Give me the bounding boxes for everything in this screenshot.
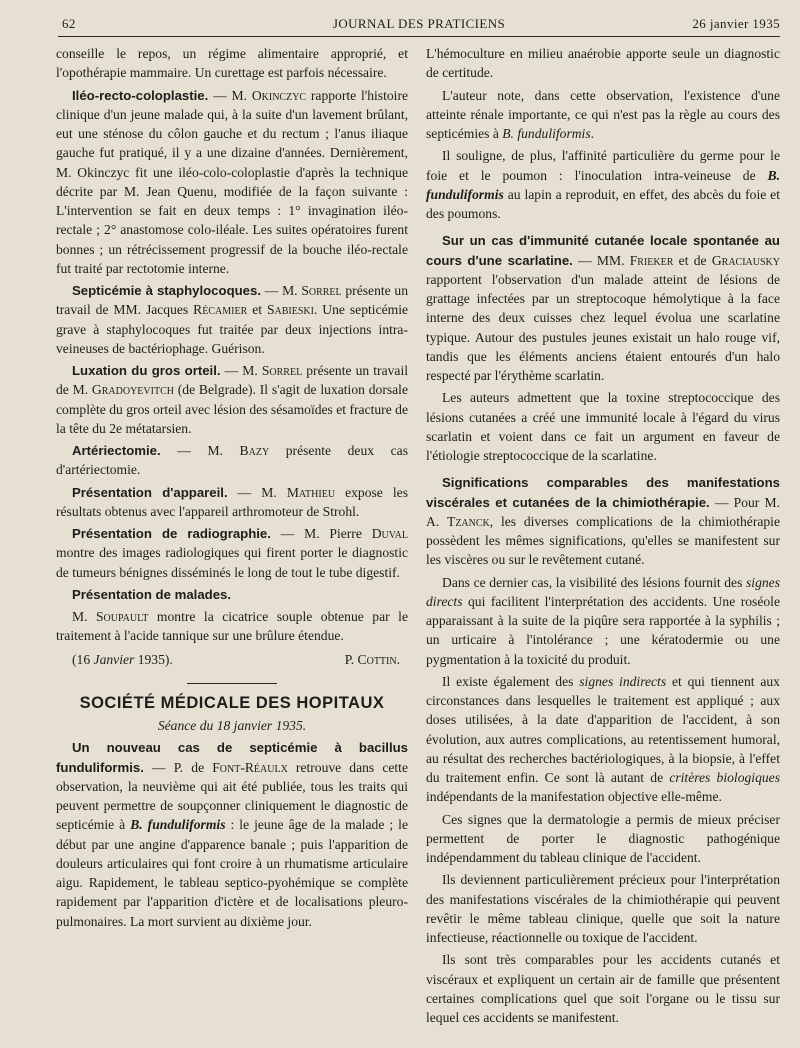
report-presentation-appareil: Présentation d'appareil. — M. Mathieu expose les résultats obtenus avec l'appareil arthromoteur de Strohl. bbox=[56, 484, 408, 519]
society-title: SOCIÉTÉ MÉDICALE DES HOPITAUX bbox=[79, 693, 385, 712]
report-presentation-malades: M. Soupault montre la cicatrice souple obtenue par le traitement à l'acide tannique sur une brûlure étendue. bbox=[56, 609, 408, 644]
species-name: B. funduliformis bbox=[130, 817, 226, 833]
author-name: Frieker bbox=[629, 252, 674, 268]
author-name: Okinczyc bbox=[251, 87, 307, 103]
author-name: Gradoyevitch bbox=[91, 382, 174, 398]
left-column bbox=[56, 44, 408, 934]
paragraph: Il souligne, de plus, l'affinité particulière du germe pour le foie et le poumon : l'inoculation intra-veineuse de B. funduliformis au lapin a reproduit, en effet, des abcès du foie et des poumons. bbox=[426, 148, 780, 221]
signature-line bbox=[56, 650, 408, 669]
paragraph: L'hémoculture en milieu anaérobie apporte seule un diagnostic de certitude. bbox=[426, 46, 780, 81]
author-name: Sorrel bbox=[301, 283, 342, 298]
report-title: Iléo-recto-coloplastie. bbox=[72, 87, 209, 103]
paragraph: Il existe également des signes indirects et qui tiennent aux circonstances dans lesquelles le traitement est appliqué ; aux doses utilisées, à la date d'apparition de l'accident, à son évolution, aux autres complications, au retentissement humoral, au résultat des recherches bactériologiques, à la biopsie, à l'effet du traitement enfin. Ce sont là autant de critères biologiques indépendants de la manifestation objective elle-même. bbox=[426, 673, 780, 805]
journal-title: JOURNAL DES PRATICIENS bbox=[332, 16, 506, 31]
section-divider bbox=[187, 683, 277, 684]
report-title: Artériectomie. bbox=[72, 443, 161, 458]
report-chimiotherapie: Significations comparables des manifestations viscérales et cutanées de la chimiothérapie. — Pour M. A. Tzanck, les diverses complications de la chimiothérapie possèdent les mêmes significations, qu'elles se manifestent sur les viscères ou sur le revêtement cutané. bbox=[426, 475, 780, 568]
author-name: Sabieski bbox=[266, 302, 314, 318]
report-immunite-cutanee: Sur un cas d'immunité cutanée locale spontanée au cours d'une scarlatine. — MM. Frieker et de Graciausky rapportent l'observation d'un malade atteint de lésions de grattage infectées par un streptocoque hémolytique à la face interne des deux cuisses chez lequel évolua une scarlatine typique. Autour des pustules jeunes existait un halo rouge vif, tandis que les éléments anciens étaient entourés d'un halo respecté par l'érythème scarlatin. bbox=[426, 233, 780, 383]
paragraph: Ils sont très comparables pour les accidents cutanés et viscéraux et expliquent un certain air de famille que présentent certaines complications quel que soit l'organe ou le tissu sur lequel ces accidents se manifestent. bbox=[426, 952, 780, 1025]
emphasis: signes indirects bbox=[579, 673, 667, 689]
report-presentation-radiographie: Présentation de radiographie. — M. Pierre Duval montre des images radiologiques qui firent porter le diagnostic de tumeurs bénignes disséminés le long de tout le tube digestif. bbox=[56, 526, 408, 580]
paragraph: Les auteurs admettent que la toxine streptococcique des lésions cutanées a créé une immunité locale à l'égard du virus scarlatin et voient dans ce fait un argument en faveur de l'étiologie streptococcique de la scarlatine. bbox=[426, 390, 780, 463]
species-name: B. funduliformis bbox=[502, 126, 591, 141]
author-name: Bazy bbox=[239, 443, 270, 458]
signature-date: (16 Janvier 1935). bbox=[72, 651, 173, 667]
report-title: Septicémie à staphylocoques. bbox=[72, 283, 262, 298]
paragraph: Ils deviennent particulièrement précieux pour l'interprétation des manifestations viscérales de la chimiothérapie qui peuvent revêtir le même tableau clinique, quelle que soit la nature infectieuse, réactionnelle ou toxique de l'accident. bbox=[426, 872, 780, 945]
report-presentation-malades-title bbox=[56, 585, 408, 604]
report-title: Présentation d'appareil. bbox=[72, 484, 228, 500]
page-number: 62 bbox=[62, 16, 76, 31]
page-header bbox=[58, 14, 780, 37]
emphasis: critères biologiques bbox=[669, 770, 780, 785]
author-name: Tzanck bbox=[447, 513, 490, 529]
paragraph: Ces signes que la dermatologie a permis de mieux préciser permettent de porter le diagnostic pathogénique indépendamment du tableau clinique de l'accident. bbox=[426, 811, 780, 865]
issue-date: 26 janvier 1935 bbox=[692, 16, 780, 31]
species-name: B. funduliformis bbox=[426, 167, 780, 202]
report-luxation-gros-orteil: Luxation du gros orteil. — M. Sorrel présente un travail de M. Gradoyevitch (de Belgrade). Il s'agit de luxation dorsale complète du gros orteil avec lésion des sésamoïdes et fracture de la tête du 2e métatarsien. bbox=[56, 363, 408, 436]
report-septicemie-funduliformis: Un nouveau cas de septicémie à bacillus funduliformis. — P. de Font-Réaulx retrouve dans cette observation, la neuvième qui ait été publiée, tous les traits qui peuvent permettre de soupçonner cliniquement le diagnostic de septicémie à B. funduliformis : le jeune âge de la malade ; le début par une angine d'apparence banale ; puis l'apparition de douleurs articulaires qui font croire à un rhumatisme articulaire aigu. Rapidement, le tableau septico-pyohémique se complète rapidement par l'apparition d'ictère et de localisations pleuro-pulmonaires. La mort survient au dixième jour. bbox=[56, 740, 408, 929]
report-title: Sur un cas d'immunité cutanée locale spontanée au cours d'une scarlatine. bbox=[426, 233, 780, 268]
report-title: Un nouveau cas de septicémie à bacillus funduliformis. bbox=[56, 740, 408, 775]
author-name: Soupault bbox=[96, 609, 149, 624]
report-arteriectomie: Artériectomie. — M. Bazy présente deux cas d'artériectomie. bbox=[56, 443, 409, 478]
paragraph: Dans ce dernier cas, la visibilité des lésions fournit des signes directs qui facilitent l'interprétation des accidents. Une roséole apparaissant à la suite de la piqûre sera rapportée à la syphilis ; un urticaire à l'intolérance ; une kératodermie ou une pygmentation à la toxicité du produit. bbox=[426, 574, 780, 667]
author-name: Font-Réaulx bbox=[212, 759, 288, 775]
signature-author: P. Cottin. bbox=[344, 651, 400, 667]
paragraph: conseille le repos, un régime alimentaire approprié, et l'opothérapie mammaire. Un curettage est parfois nécessaire. bbox=[56, 46, 408, 81]
report-title: Présentation de malades. bbox=[72, 586, 232, 602]
author-name: Sorrel bbox=[261, 363, 303, 378]
author-name: Mathieu bbox=[286, 484, 336, 500]
report-title: Luxation du gros orteil. bbox=[72, 363, 221, 378]
paragraph: L'auteur note, dans cette observation, l'existence d'une atteinte rénale importante, ce qui n'est pas la règle au cours des septicémies à B. funduliformis. bbox=[426, 87, 780, 141]
report-title: Présentation de radiographie. bbox=[72, 526, 271, 541]
report-ileo-recto-coloplastie: Iléo-recto-coloplastie. — M. Okinczyc rapporte l'histoire clinique d'un jeune malade qui, à la suite d'un lavement brûlant, eut une sténose du côlon gauche et du rectum ; l'anus iliaque gauche fut pratiqué, il y a une dizaine d'années. Dernièrement, M. Okinczyc fit une iléo-colo-coloplastie d'après la technique décrite par M. Jean Quenu, modifiée de la façon suivante : L'intervention se fait en deux temps : 1° invagination iléo-rectale ; 2° anastomose colo-iléale. Les suites opératoires furent bonnes ; un rétrécissement progressif de la bouche iléo-rectale fut traité par rectotomie interne. bbox=[56, 87, 408, 276]
seance-date: Séance du 18 janvier 1935. bbox=[157, 718, 307, 733]
author-name: Duval bbox=[371, 526, 408, 541]
report-title: Significations comparables des manifestations viscérales et cutanées de la chimiothérapie. bbox=[426, 475, 780, 510]
author-name: Récamier bbox=[193, 302, 248, 318]
author-name: Graciausky bbox=[711, 252, 780, 268]
emphasis: signes directs bbox=[426, 574, 780, 609]
report-septicemie-staphylocoques: Septicémie à staphylocoques. — M. Sorrel présente un travail de MM. Jacques Récamier et Sabieski. Une septicémie grave à staphylocoques fut traitée par deux injections intra-veineuses de bactériophage. Guérison. bbox=[56, 283, 409, 356]
right-column bbox=[426, 44, 780, 1030]
